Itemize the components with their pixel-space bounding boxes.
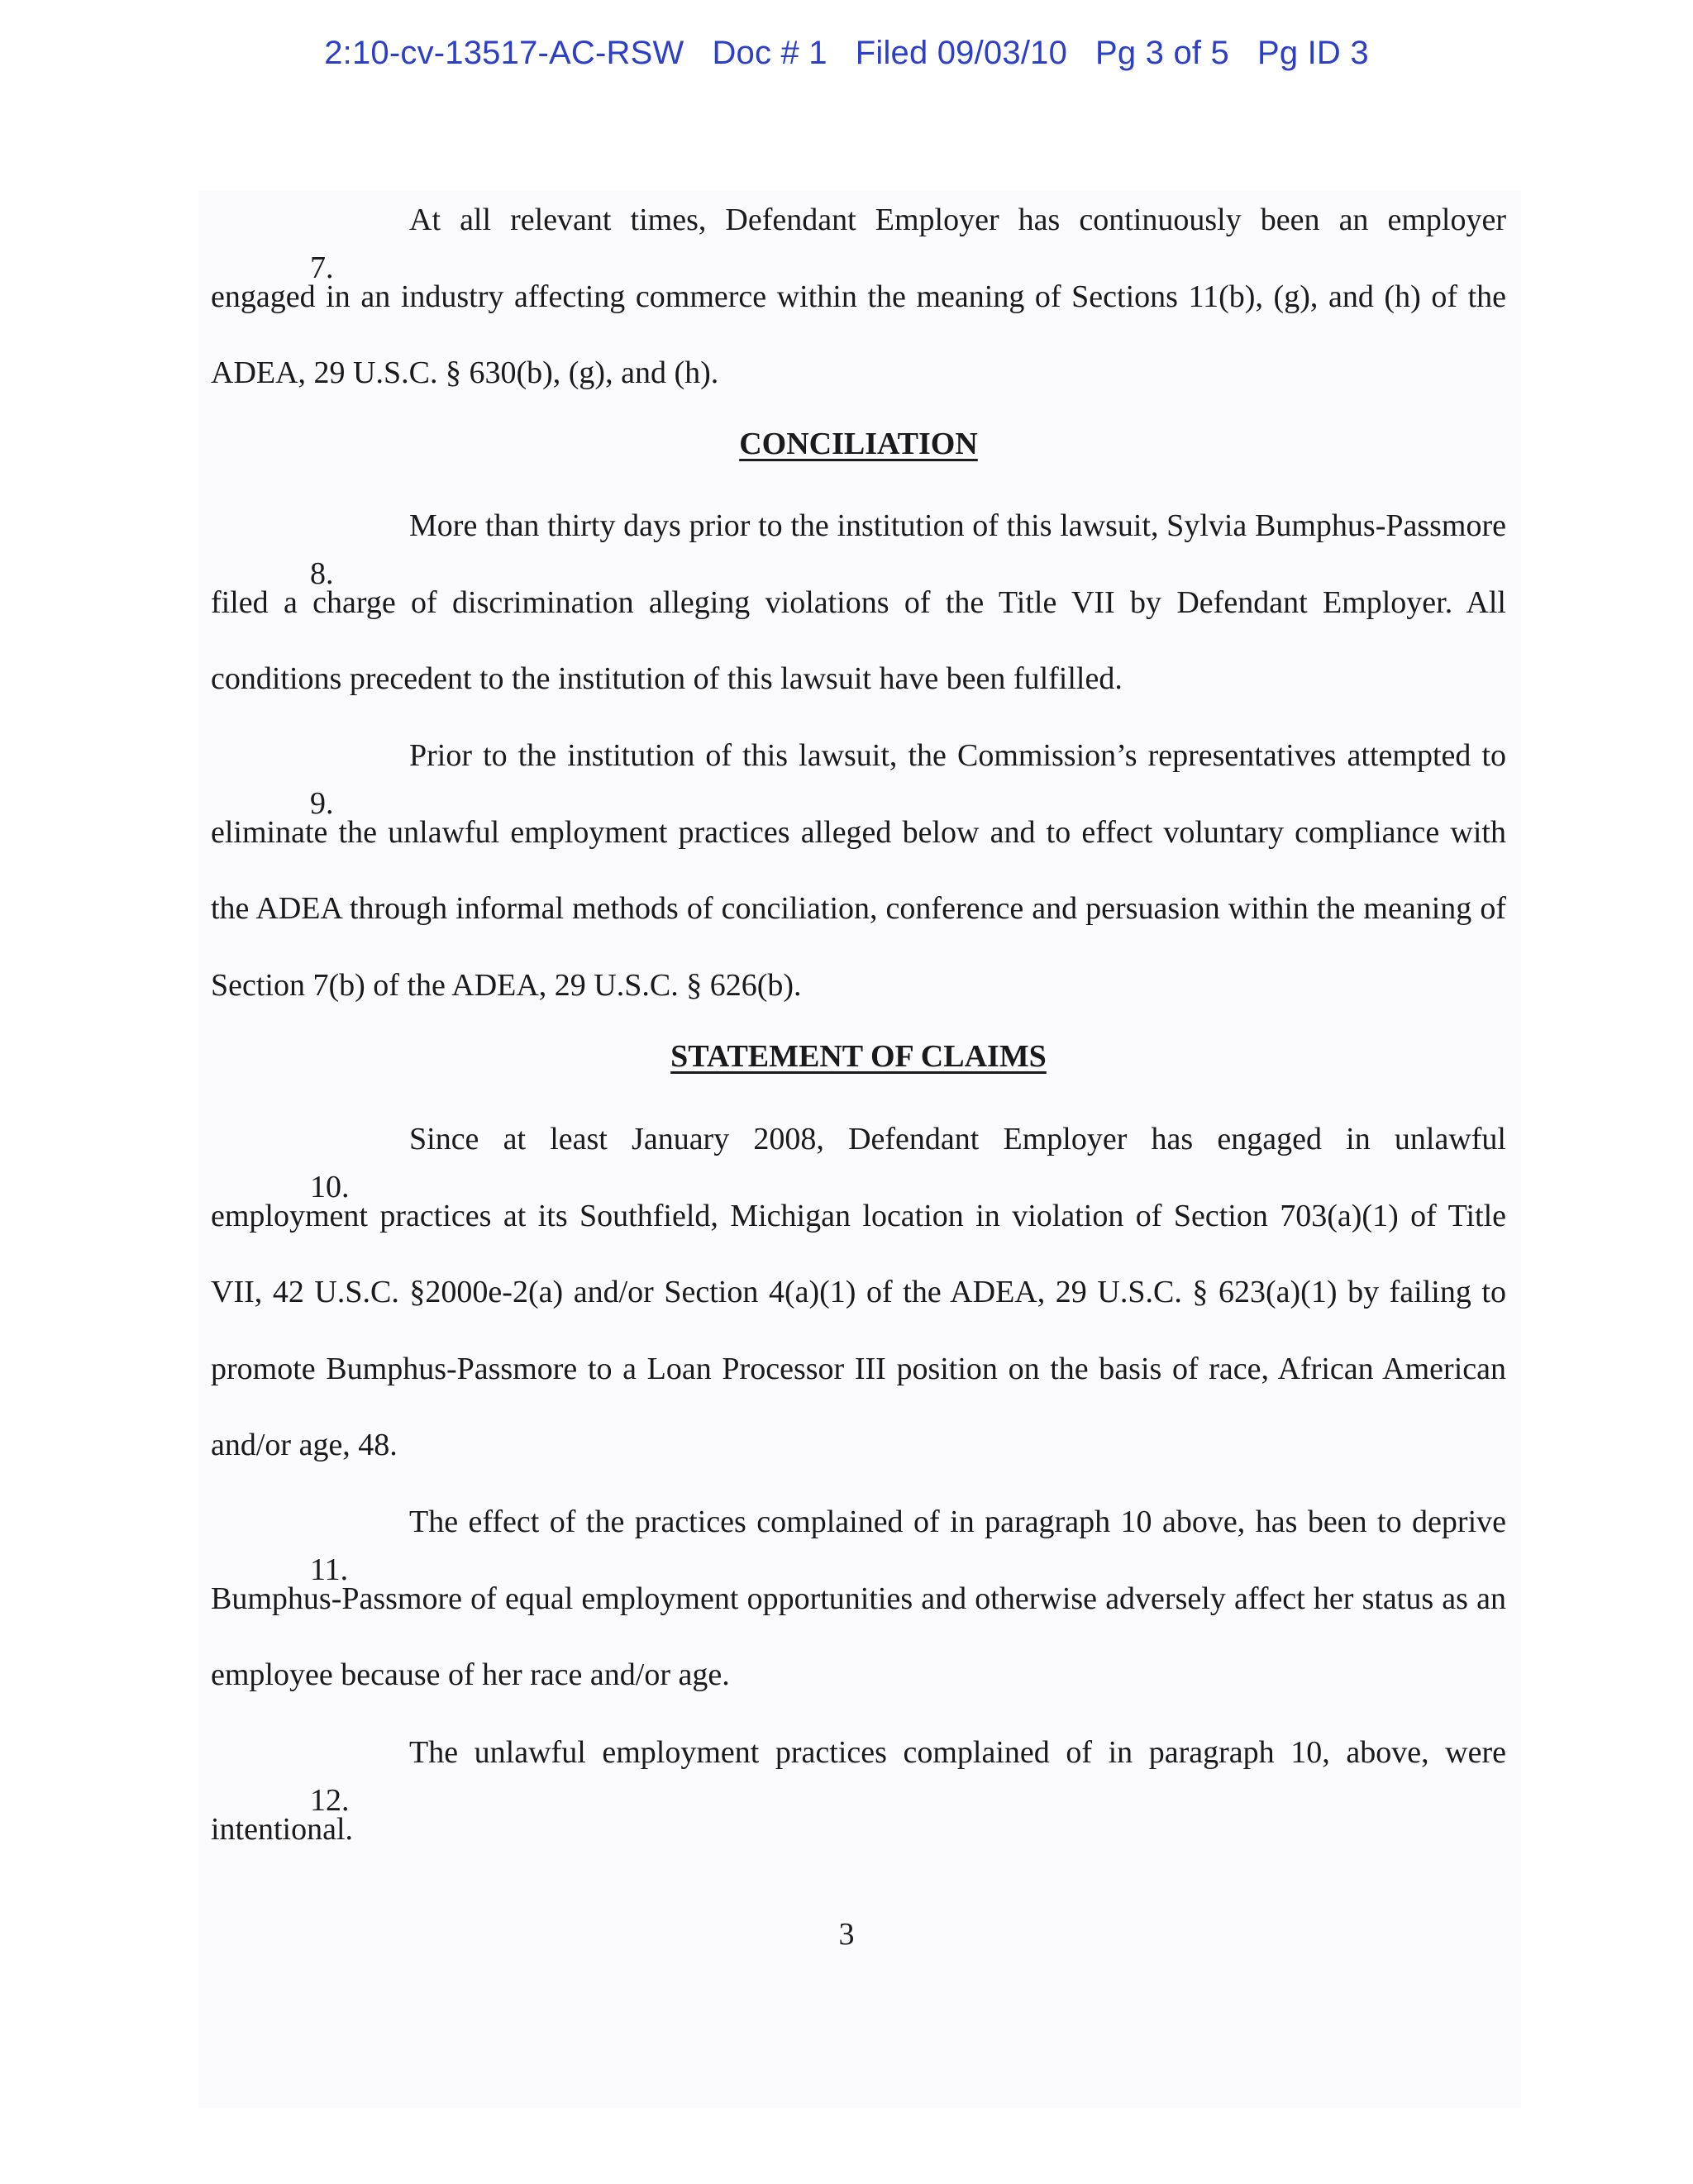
heading-conciliation: CONCILIATION — [739, 427, 978, 461]
heading-statement-of-claims: STATEMENT OF CLAIMS — [670, 1039, 1047, 1074]
page-number: 3 — [838, 1917, 855, 1952]
court-filing-stamp — [0, 35, 1693, 72]
case-number: 2:10-cv-13517-AC-RSW — [324, 35, 684, 71]
paragraph-number: 12. — [310, 1783, 350, 1818]
paragraph-number: 8. — [310, 556, 334, 591]
paragraph-12 — [211, 1714, 1506, 1867]
paragraph-text: At all relevant times, Defendant Employer has continuously been an employer engaged in an industry affecting commerce within the meaning of Sections 11(b), (g), and (h) of the ADEA, 29 U.S.C. § 630(b), (g), and (h). — [211, 203, 1506, 390]
paragraph-9 — [211, 718, 1506, 1023]
paragraph-number: 7. — [310, 250, 334, 285]
paragraph-number: 10. — [310, 1170, 350, 1204]
paragraph-number: 9. — [310, 786, 334, 821]
page-id: Pg ID 3 — [1257, 35, 1369, 71]
paragraph-11 — [211, 1484, 1506, 1714]
doc-number: Doc # 1 — [712, 35, 827, 71]
paragraph-text: More than thirty days prior to the institution of this lawsuit, Sylvia Bumphus-Passmore filed a charge of discrimination alleging violations of the Title VII by Defendant Employer. All conditions precedent to the institution of this lawsuit have been fulfilled. — [211, 508, 1506, 696]
paragraph-8 — [211, 488, 1506, 718]
paragraph-text: Prior to the institution of this lawsuit, the Commission’s representatives attempted to eliminate the unlawful employment practices alleged below and to effect voluntary compliance with the ADEA through informal methods of conciliation, conference and persuasion within the meaning of Section 7(b) of the ADEA, 29 U.S.C. § 626(b). — [211, 738, 1506, 1003]
filed-date: Filed 09/03/10 — [855, 35, 1068, 71]
page-of: Pg 3 of 5 — [1095, 35, 1229, 71]
paragraph-number: 11. — [310, 1552, 349, 1587]
paragraph-text: The effect of the practices complained of in paragraph 10 above, has been to deprive Bumphus-Passmore of equal employment opportunities and otherwise adversely affect her status as an employee because of her race and/or age. — [211, 1504, 1506, 1692]
paragraph-text: Since at least January 2008, Defendant Employer has engaged in unlawful employment practices at its Southfield, Michigan location in violation of Section 703(a)(1) of Title VII, 42 U.S.C. §2000e-2(a) and/or Section 4(a)(1) of the ADEA, 29 U.S.C. § 623(a)(1) by failing to promote Bumphus-Passmore to a Loan Processor III position on the basis of race, African American and/or age, 48. — [211, 1122, 1506, 1462]
paragraph-text: The unlawful employment practices complained of in paragraph 10, above, were intentional. — [211, 1735, 1506, 1847]
paragraph-10 — [211, 1101, 1506, 1484]
paragraph-7 — [211, 182, 1506, 412]
